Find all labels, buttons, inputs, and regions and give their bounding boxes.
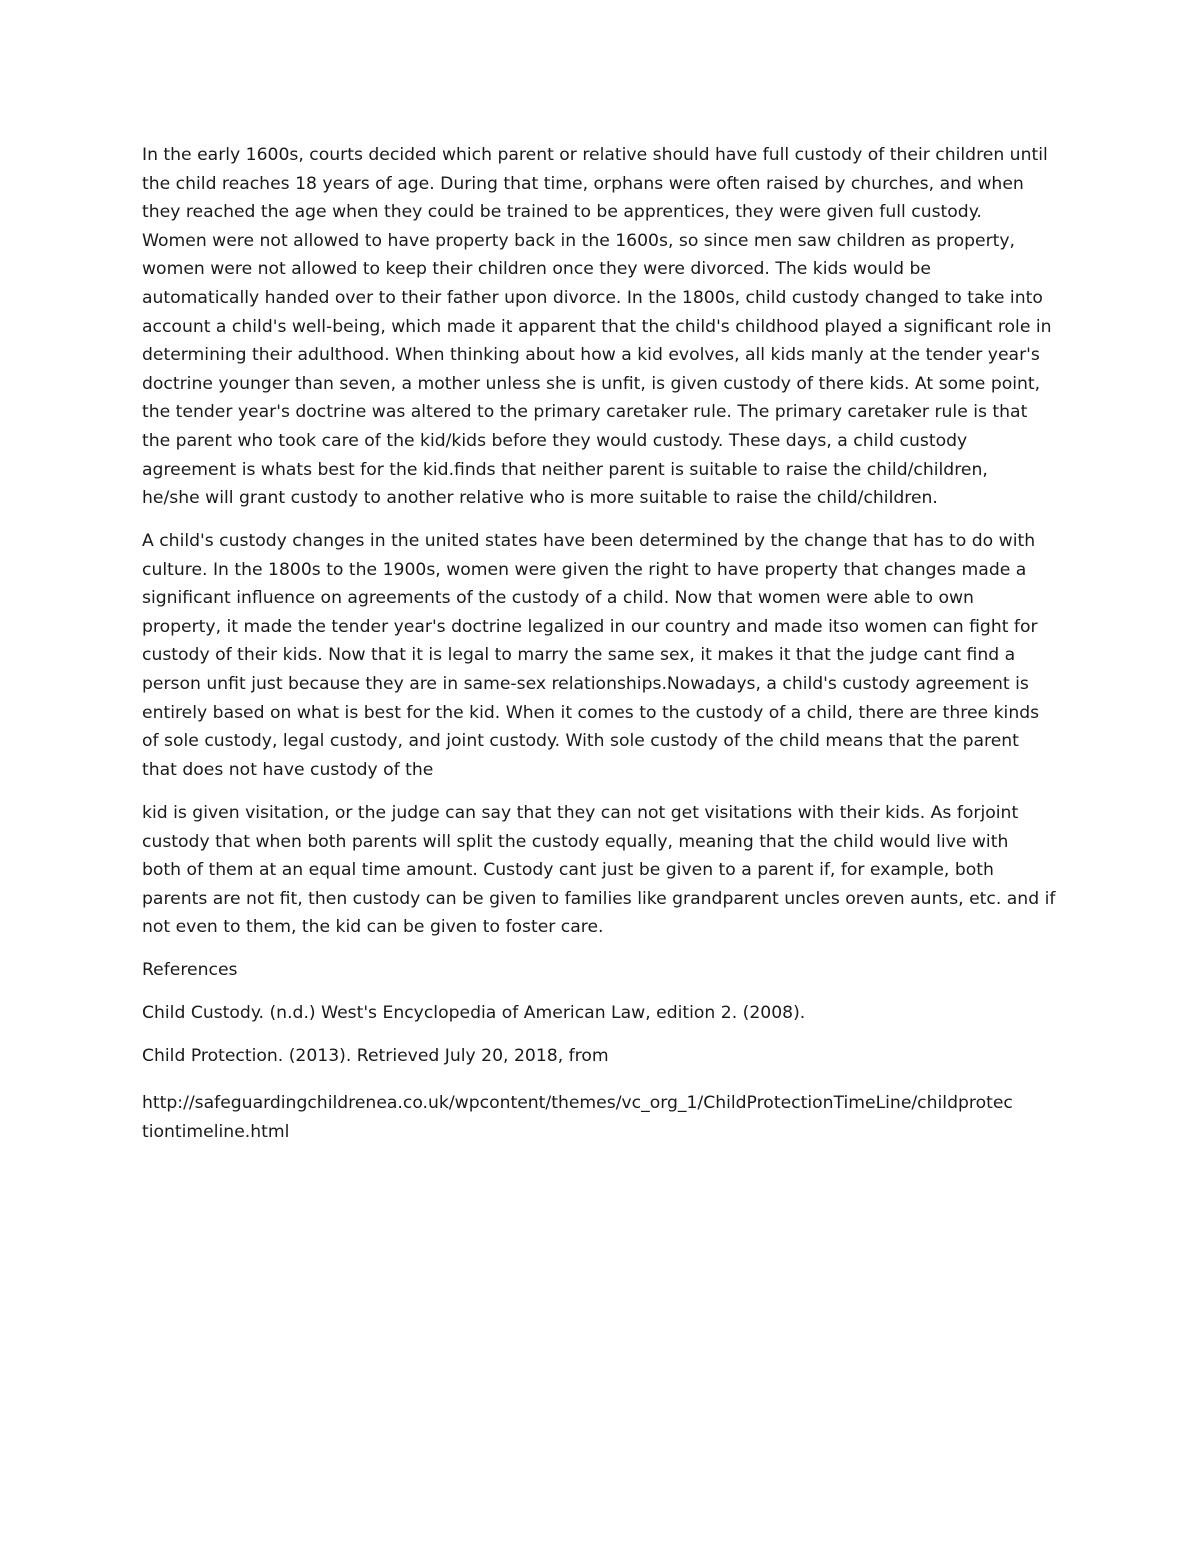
paragraph-line: A child's custody changes in the united states have been determined by the change that has to do with	[142, 531, 1036, 551]
paragraph-line: significant influence on agreements of the custody of a child. Now that women were able to own	[142, 588, 974, 609]
paragraph-line: property, it made the tender year's doctrine legalized in our country and made itso women can fight for	[142, 616, 1038, 637]
paragraph-line: person unfit just because they are in same-sex relationships.Nowadays, a child's custody agreement is	[142, 673, 1029, 694]
paragraph-line: of sole custody, legal custody, and joint custody. With sole custody of the child means that the parent	[142, 731, 1019, 752]
paragraph-line: culture. In the 1800s to the 1900s, women were given the right to have property that changes made a	[142, 559, 1027, 580]
paragraph-line: that does not have custody of the	[142, 759, 434, 780]
paragraph-line: he/she will grant custody to another relative who is more suitable to raise the child/children.	[142, 488, 938, 509]
reference-item: Child Custody. (n.d.) West's Encyclopedia of American Law, edition 2. (2008).	[142, 1003, 806, 1023]
paragraph-line: parents are not fit, then custody can be given to families like grandparent uncles oreven aunts, etc. and if	[142, 888, 1056, 909]
paragraph-line: kid is given visitation, or the judge can say that they can not get visitations with their kids. As forjoint	[142, 803, 1019, 823]
paragraph-line: the child reaches 18 years of age. During that time, orphans were often raised by churches, and when	[142, 173, 1024, 194]
reference-url-line: http://safeguardingchildrenea.co.uk/wpcontent/themes/vc_org_1/ChildProtectionTimeLine/childprotec	[142, 1093, 1013, 1113]
paragraph-line: the tender year's doctrine was altered to the primary caretaker rule. The primary caretaker rule is that	[142, 402, 1028, 423]
paragraph-line: not even to them, the kid can be given to foster care.	[142, 917, 604, 938]
paragraph-line: doctrine younger than seven, a mother unless she is unfit, is given custody of there kids. At some point,	[142, 373, 1041, 394]
reference-url	[142, 1089, 1082, 1146]
paragraph-line: account a child's well-being, which made it apparent that the child's childhood played a significant role in	[142, 316, 1052, 337]
paragraph-line: In the early 1600s, courts decided which parent or relative should have full custody of their children until	[142, 145, 1048, 165]
paragraph-line: automatically handed over to their father upon divorce. In the 1800s, child custody changed to take into	[142, 287, 1043, 308]
references-heading: References	[142, 960, 238, 980]
paragraph-line: custody that when both parents will split the custody equally, meaning that the child would live with	[142, 831, 1009, 852]
reference-item: Child Protection. (2013). Retrieved July 20, 2018, from	[142, 1046, 609, 1066]
paragraph-line: agreement is whats best for the kid.finds that neither parent is suitable to raise the child/children,	[142, 459, 988, 480]
paragraph-1	[142, 141, 1082, 513]
paragraph-line: women were not allowed to keep their children once they were divorced. The kids would be	[142, 259, 931, 280]
paragraph-line: the parent who took care of the kid/kids before they would custody. These days, a child custody	[142, 430, 968, 451]
paragraph-line: entirely based on what is best for the kid. When it comes to the custody of a child, there are three kinds	[142, 702, 1040, 723]
paragraph-line: both of them at an equal time amount. Custody cant just be given to a parent if, for example, both	[142, 860, 994, 881]
paragraph-2	[142, 527, 1082, 784]
paragraph-line: they reached the age when they could be trained to be apprentices, they were given full custody.	[142, 202, 982, 223]
reference-url-line: tiontimeline.html	[142, 1121, 290, 1142]
paragraph-3	[142, 799, 1082, 942]
paragraph-line: Women were not allowed to have property back in the 1600s, so since men saw children as property,	[142, 230, 1016, 251]
paragraph-line: determining their adulthood. When thinking about how a kid evolves, all kids manly at the tender year's	[142, 345, 1040, 366]
paragraph-line: custody of their kids. Now that it is legal to marry the same sex, it makes it that the judge cant find a	[142, 645, 1016, 666]
